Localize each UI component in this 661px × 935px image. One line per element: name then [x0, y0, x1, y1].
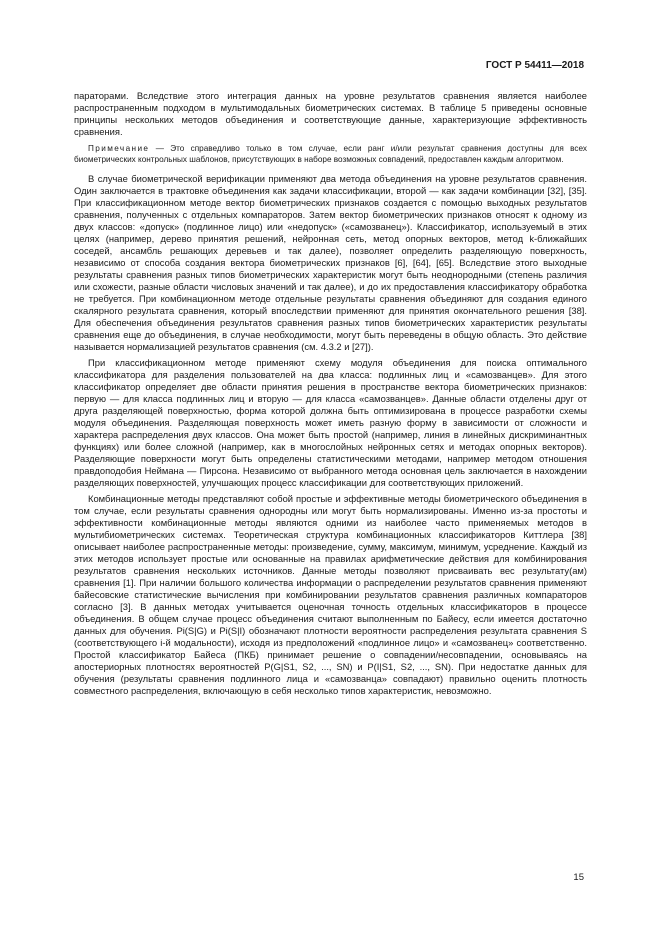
paragraph-intro: параторами. Вследствие этого интеграция данных на уровне результатов сравнения является наиболее распространенным подходом в мультимодальных биометрических системах. В таблице 5 приведены основные принципы нескольких методов объединения и соответствующие данные, характеризующие эффективность сравнения.	[74, 90, 587, 137]
note-text: — Это справедливо только в том случае, если ранг и/или результат сравнения доступны для всех биометрических контрольных шаблонов, присутствующих в наборе возможных совпадений, предоставлен каждым алгоритмом.	[74, 144, 587, 164]
standard-code: ГОСТ Р 54411—2018	[485, 60, 584, 71]
document-body	[74, 90, 587, 697]
paragraph-classification: При классификационном методе применяют схему модуля объединения для поиска оптимального классификатора для разделения пользователей на два класса: подлинных лиц и «самозванцев». Для этого классификатор определяет две области принятия решения в пространстве вектора биометрических признаков: первую — для класса подлинных лиц и вторую — для класса «самозванцев». Данные области отделены друг от друга разделяющей поверхностью, форма которой должна быть оптимизирована в процессе разработки схемы модуля объединения. Разделяющая поверхность может иметь разную форму в зависимости от сложности и характера распределения двух классов. Она может быть простой (например, линия в линейных дискриминантных функциях) или более сложной (например, как в многослойных нейронных сетях и методах опорных векторов). Разделяющие поверхности могут быть определены статистическими методами, например методом отношения правдоподобия Неймана — Пирсона. Независимо от выбранного метода основная цель заключается в нахождении разделяющих поверхностей, улучшающих процесс классификации для соответствующих приложений.	[74, 357, 587, 488]
paragraph-combination: Комбинационные методы представляют собой простые и эффективные методы биометрического объединения в том случае, если результаты сравнения однородны или могут быть нормализированы. Именно из-за простоты и эффективности комбинационные методы являются одними из наиболее часто применяемых методов в мультибиометрических системах. Теоретическая структура комбинационных классификаторов Киттлера [38] описывает наиболее распространенные методы: произведение, сумму, максимум, минимум, усреднение. Каждый из этих методов использует простые или основанные на правилах арифметические действия для комбинирования результатов сравнения нескольких источников. Данные методы позволяют присваивать вес результату(ам) сравнения [1]. При наличии большого количества информации о распределении результатов сравнения применяют байесовские статистические вычисления при комбинировании результатов сравнения различных компараторов согласно [3]. В данных методах учитывается оценочная точность отдельных классификаторов в процессе объединения. В общем случае процесс объединения считают выполненным по Байесу, если имеется достаточно данных для обучения. Pi(S|G) и Pi(S|I) обозначают плотности вероятности распределения результата сравнения S (соответствующего i-й модальности), исходя из предположений «подлинное лицо» и «самозванец» соответственно. Простой классификатор Байеса (ПКБ) принимает решение о совпадении/несовпадении, основываясь на апостериорных плотностях вероятностей P(G|S1, S2, ..., SN) и P(I|S1, S2, ..., SN). При недостатке данных для обучения (результаты сравнения подлинного лица и «самозванца» совпадают) правильно оценить плотность совместного распределения, включающую в себя несколько типов характеристик, невозможно.	[74, 493, 587, 696]
page-number: 15	[573, 872, 584, 883]
note-label: Примечание	[88, 144, 150, 153]
note	[74, 144, 587, 165]
paragraph-verification: В случае биометрической верификации применяют два метода объединения на уровне результатов сравнения. Один заключается в трактовке объединения как задачи классификации, второй — как задачи комбинации [32], [35]. При классификационном методе вектор биометрических признаков создается с помощью выходных результатов сравнения, полученных с отдельных компараторов. Затем вектор биометрических признаков относят к одному из двух классов: «допуск» (подлинное лицо) или «недопуск» («самозванец»). Классификатор, используемый в этих целях (например, дерево принятия решений, нейронная сеть, метод опорных векторов, метод k-ближайших соседей, ансамбль решающих деревьев и так далее), позволяет определить разделяющую поверхность, независимо от способа создания вектора биометрических признаков [6], [64], [65]. Вследствие этого выходные результаты сравнения разных типов биометрических характеристик могут быть неоднородными (степень различия или схожести, разные области числовых значений и так далее), и до их предоставления классификатору обработка не требуется. При комбинационном методе отдельные результаты сравнения объединяют для создания единого скалярного результата сравнения, который впоследствии применяют для принятия окончательного решения [38]. Для обеспечения объединения результатов сравнения разных типов биометрических характеристик результаты сравнения еще до объединения, в случае необходимости, могут быть переведены в общую область. Это действие называется нормализацией результатов сравнения (см. 4.3.2 и [27]).	[74, 173, 587, 352]
